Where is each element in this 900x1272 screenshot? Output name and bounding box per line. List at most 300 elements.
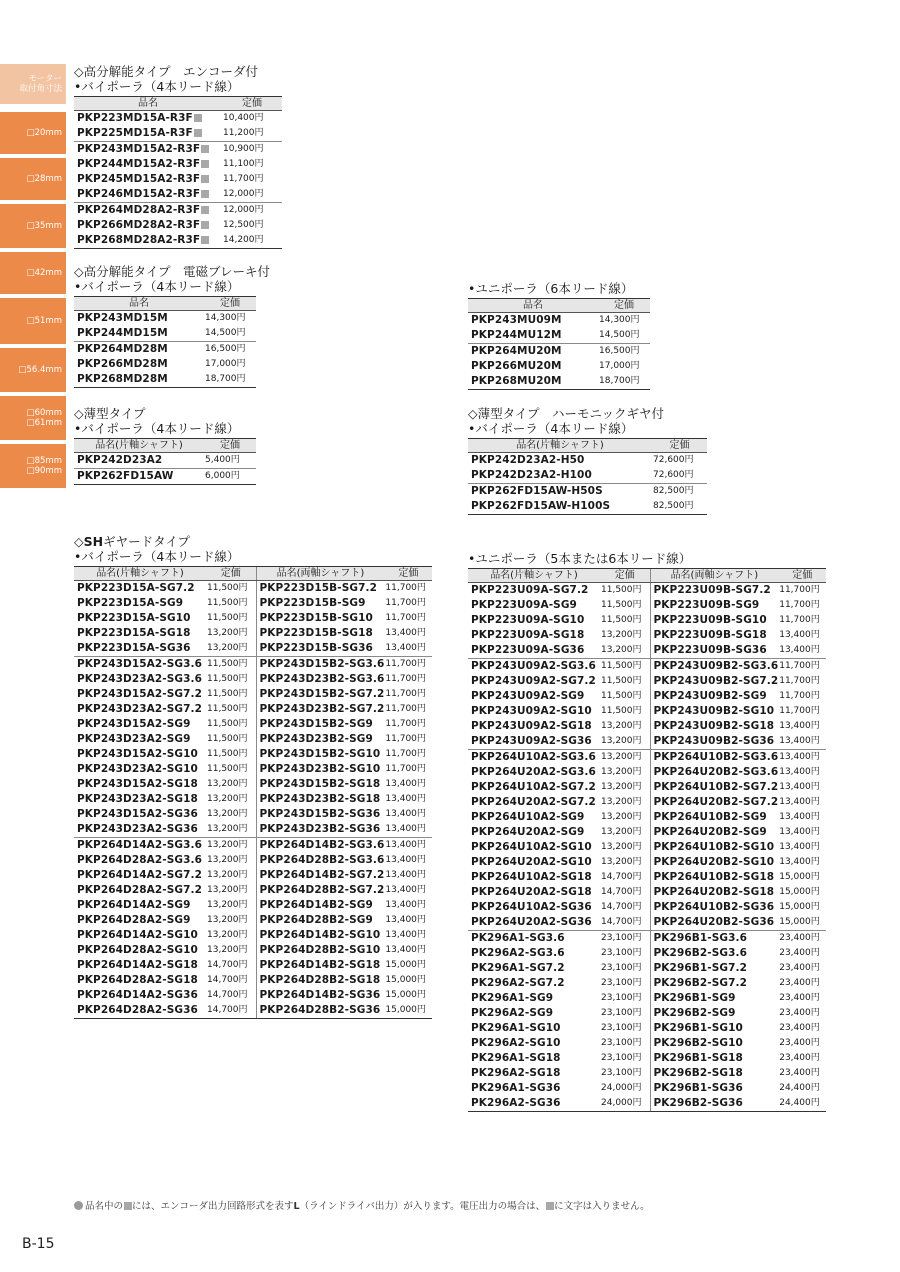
section-heading: ◇薄型タイプ ハーモニックギヤ付: [468, 406, 664, 421]
price-single: 13,200円: [601, 782, 642, 792]
section-brake-unipolar: [468, 281, 650, 390]
table-row: [74, 898, 432, 913]
product-name-double: PK296B2-SG10: [650, 1036, 778, 1051]
product-name-double: PKP264U20B2-SG9: [650, 825, 778, 840]
placeholder-square-icon: [201, 221, 209, 229]
table-row: [468, 374, 650, 390]
table-row: [74, 641, 432, 657]
product-name-double: PK296B2-SG36: [650, 1096, 778, 1112]
price-double: 13,400円: [779, 827, 820, 837]
product-name: PKP242D23A2-H100: [471, 469, 592, 481]
price-double: 13,400円: [779, 797, 820, 807]
footnote-part2: には、エンコーダ出力回路形式を表す: [132, 1201, 294, 1212]
sidebar-tab-header[interactable]: [0, 64, 66, 104]
price-cell: 16,500円: [204, 342, 256, 358]
price-double: 15,000円: [779, 872, 820, 882]
product-name-single: PKP243D23A2-SG9: [77, 733, 191, 745]
product-name: PKP268MU20M: [471, 375, 562, 387]
product-name-cell: [74, 111, 222, 127]
product-name-single: PK296A2-SG7.2: [471, 977, 565, 989]
product-name-double: PKP223U09B-SG7.2: [650, 583, 778, 599]
product-name-single: PKP223U09A-SG36: [471, 644, 585, 656]
product-name-double: PKP223D15B-SG10: [256, 611, 384, 626]
sidebar-tab-label: □28mm: [26, 174, 62, 184]
table-row: [468, 1066, 826, 1081]
table-row: [74, 126, 282, 142]
table-row: [74, 326, 256, 342]
price-single: 23,100円: [601, 1038, 642, 1048]
product-name-double: PKP243D23B2-SG7.2: [256, 702, 384, 717]
price-single: 11,500円: [207, 689, 248, 699]
section-heading: ◇薄型タイプ: [74, 406, 146, 421]
price-cell: 14,300円: [599, 315, 640, 325]
column-header-name-double: 品名(両軸シャフト): [650, 569, 778, 583]
table-row: [74, 943, 432, 958]
price-single: 14,700円: [601, 887, 642, 897]
product-name-double: PKP264U10B2-SG9: [650, 810, 778, 825]
section-thin: [74, 406, 256, 485]
product-name-single: PK296A1-SG7.2: [471, 962, 565, 974]
table-row: [74, 203, 282, 219]
price-single: 11,500円: [207, 598, 248, 608]
table-row: [468, 598, 826, 613]
product-name-single: PKP243D15A2-SG7.2: [77, 688, 203, 700]
section-sh-geared-bipolar: [74, 534, 432, 1019]
table-row: [74, 702, 432, 717]
product-name-cell: [74, 233, 222, 249]
product-name-double: PKP243D23B2-SG9: [256, 732, 384, 747]
sidebar-tab-60mm[interactable]: [0, 396, 66, 440]
table-row: [468, 674, 826, 689]
price-cell: 11,700円: [223, 174, 264, 184]
table-row: [74, 928, 432, 943]
table-row: [468, 840, 826, 855]
product-name: PKP242D23A2: [77, 454, 163, 466]
table-row: [74, 822, 432, 838]
product-name-double: PKP223D15B-SG18: [256, 626, 384, 641]
product-name-double: PKP243D23B2-SG18: [256, 792, 384, 807]
price-double: 13,400円: [385, 885, 426, 895]
price-double: 13,400円: [779, 630, 820, 640]
placeholder-square-icon: [201, 160, 209, 168]
section-subheading: •バイポーラ（4本リード線）: [468, 421, 634, 436]
price-cell: 11,100円: [223, 159, 264, 169]
price-table: [74, 96, 282, 249]
product-name-double: PKP264U20B2-SG10: [650, 855, 778, 870]
sidebar-tab-28mm[interactable]: [0, 158, 66, 200]
product-name-double: PK296B1-SG18: [650, 1051, 778, 1066]
price-double: 24,400円: [779, 1083, 820, 1093]
price-double: 23,400円: [779, 963, 820, 973]
product-name-single: PKP264U10A2-SG9: [471, 811, 585, 823]
price-cell: 82,500円: [652, 499, 707, 515]
price-single: 13,200円: [601, 736, 642, 746]
table-row: [74, 747, 432, 762]
product-name-cell: [74, 126, 222, 142]
product-name-double: PKP264D14B2-SG18: [256, 958, 384, 973]
table-row: [74, 868, 432, 883]
product-name-single: PKP264U10A2-SG10: [471, 841, 592, 853]
product-name: PKP268MD28M: [77, 373, 168, 385]
product-name-double: PK296B2-SG3.6: [650, 946, 778, 961]
price-double: 13,400円: [385, 628, 426, 638]
placeholder-square-icon: [194, 114, 202, 122]
table-row: [74, 973, 432, 988]
table-row: [468, 313, 650, 329]
price-double: 13,400円: [384, 838, 432, 854]
price-cell: 14,300円: [205, 313, 246, 323]
table-row: [74, 732, 432, 747]
product-name-cell: [468, 328, 598, 344]
placeholder-square-icon: [201, 190, 209, 198]
price-double: 11,700円: [385, 583, 426, 593]
product-name-single: PKP243D15A2-SG3.6: [74, 657, 206, 673]
column-header-name-single: 品名(片軸シャフト): [468, 569, 600, 583]
product-name-cell: [468, 359, 598, 374]
price-single: 13,200円: [207, 945, 248, 955]
table-row: [74, 777, 432, 792]
placeholder-square-icon: [201, 236, 209, 244]
price-single: 14,700円: [601, 872, 642, 882]
product-name-double: PKP243D15B2-SG18: [256, 777, 384, 792]
price-double: 13,400円: [779, 721, 820, 731]
price-single: 23,100円: [600, 931, 650, 947]
product-name-double: PKP243D15B2-SG9: [256, 717, 384, 732]
price-double: 13,400円: [385, 930, 426, 940]
product-name-cell: [468, 453, 652, 469]
price-double: 13,400円: [779, 767, 820, 777]
price-double: 11,700円: [779, 706, 820, 716]
sidebar-tab-label: □85mm: [26, 456, 62, 466]
placeholder-square-icon: [201, 175, 209, 183]
product-name-double: PKP223U09B-SG9: [650, 598, 778, 613]
price-cell: 12,500円: [223, 220, 264, 230]
column-header-name: 品名(片軸シャフト): [468, 439, 652, 453]
table-row: [468, 765, 826, 780]
table-row: [74, 233, 282, 249]
price-double: 13,400円: [385, 779, 426, 789]
placeholder-square-icon: [124, 1202, 132, 1210]
product-name-double: PKP264U20B2-SG36: [650, 915, 778, 931]
price-double: 11,700円: [385, 764, 426, 774]
price-cell: 72,600円: [653, 455, 694, 465]
price-table: [74, 296, 256, 388]
price-single: 11,500円: [206, 657, 256, 673]
price-double: 13,400円: [385, 855, 426, 865]
product-name-cell: [468, 344, 598, 360]
product-name-single: PKP264U10A2-SG7.2: [471, 781, 596, 793]
product-name: PKP246MD15A2-R3F: [77, 188, 201, 200]
price-single: 13,200円: [207, 809, 248, 819]
table-row: [468, 628, 826, 643]
price-cell: 82,500円: [652, 484, 707, 500]
sidebar-tab-56mm[interactable]: [0, 348, 66, 392]
table-row: [74, 142, 282, 158]
price-cell: 18,700円: [204, 372, 256, 388]
column-header-price: 定価: [778, 569, 826, 583]
footnote: [74, 1198, 650, 1212]
product-name-double: PKP243D23B2-SG10: [256, 762, 384, 777]
product-name-double: PKP243D15B2-SG10: [256, 747, 384, 762]
price-single: 11,500円: [207, 583, 248, 593]
price-single: 23,100円: [601, 978, 642, 988]
product-name-double: PKP264D14B2-SG7.2: [256, 868, 384, 883]
price-double: 13,400円: [385, 945, 426, 955]
product-name-double: PKP243U09B2-SG7.2: [650, 674, 778, 689]
table-row: [468, 704, 826, 719]
table-row: [468, 499, 707, 515]
product-name-single: PKP243D23A2-SG36: [77, 823, 198, 835]
product-name-single: PKP223U09A-SG18: [471, 629, 585, 641]
price-single: 24,000円: [601, 1083, 642, 1093]
table-row: [468, 810, 826, 825]
product-name-double: PKP264U20B2-SG18: [650, 885, 778, 900]
price-single: 13,200円: [601, 857, 642, 867]
table-row: [468, 1006, 826, 1021]
price-single: 23,100円: [601, 1068, 642, 1078]
table-row: [468, 359, 650, 374]
heading-rest: ギヤードタイプ: [103, 534, 190, 549]
product-name-double: PKP264D14B2-SG3.6: [256, 838, 384, 854]
price-double: 15,000円: [779, 902, 820, 912]
price-double: 13,400円: [385, 794, 426, 804]
column-header-name-double: 品名(両軸シャフト): [256, 567, 384, 581]
product-name-double: PKP223D15B-SG9: [256, 596, 384, 611]
table-row: [74, 657, 432, 673]
product-name-single: PKP223U09A-SG9: [471, 599, 577, 611]
price-double: 13,400円: [778, 750, 826, 766]
section-heading: ◇高分解能タイプ 電磁ブレーキ付: [74, 264, 270, 279]
price-cell: 6,000円: [204, 469, 256, 485]
sidebar-tab-35mm[interactable]: [0, 204, 66, 248]
page-number: B-15: [22, 1236, 55, 1252]
price-cell: 14,200円: [222, 233, 282, 249]
product-name-double: PKP264U10B2-SG18: [650, 870, 778, 885]
sidebar-tab-label: □20mm: [26, 128, 62, 138]
price-single: 14,700円: [207, 990, 248, 1000]
price-cell: 12,000円: [222, 203, 282, 219]
price-double: 15,000円: [779, 887, 820, 897]
table-row: [468, 583, 826, 599]
price-single: 13,200円: [601, 797, 642, 807]
table-row: [468, 885, 826, 900]
product-name-single: PKP223D15A-SG36: [77, 642, 191, 654]
product-name-double: PKP264U10B2-SG36: [650, 900, 778, 915]
price-double: 13,400円: [779, 842, 820, 852]
section-heading: [74, 534, 432, 549]
price-single: 11,500円: [207, 613, 248, 623]
price-single: 13,200円: [207, 900, 248, 910]
section-subheading: •ユニポーラ（5本または6本リード線）: [468, 551, 692, 566]
table-row: [74, 717, 432, 732]
product-name: PKP262FD15AW-H50S: [471, 485, 603, 497]
sidebar-tab-85mm[interactable]: [0, 444, 66, 488]
product-name-cell: [74, 218, 222, 233]
table-row: [468, 468, 707, 484]
product-name-single: PKP243D15A2-SG10: [77, 748, 198, 760]
sidebar-tab-label: □60mm: [26, 408, 62, 418]
column-header-name-single: 品名(片軸シャフト): [74, 567, 206, 581]
product-name-single: PKP223D15A-SG18: [77, 627, 191, 639]
price-double: 11,700円: [385, 749, 426, 759]
price-double: 23,400円: [779, 1008, 820, 1018]
price-cell: 11,200円: [223, 128, 264, 138]
table-row: [468, 1096, 826, 1112]
price-single: 23,100円: [601, 993, 642, 1003]
product-name-single: PK296A1-SG3.6: [468, 931, 600, 947]
price-single: 13,200円: [207, 915, 248, 925]
section-subheading: •バイポーラ（4本リード線）: [74, 421, 240, 436]
price-double: 11,700円: [779, 600, 820, 610]
table-row: [74, 792, 432, 807]
sidebar-tab-42mm[interactable]: [0, 252, 66, 294]
price-double: 11,700円: [779, 615, 820, 625]
product-name-double: PKP264U20B2-SG3.6: [650, 765, 778, 780]
price-single: 11,500円: [601, 676, 642, 686]
price-single: 11,500円: [601, 615, 642, 625]
product-name-single: PKP223D15A-SG10: [77, 612, 191, 624]
price-double: 11,700円: [385, 598, 426, 608]
footnote-bold-l: L: [293, 1201, 300, 1212]
price-double: 15,000円: [385, 990, 426, 1000]
price-double: 13,400円: [779, 645, 820, 655]
product-name-double: PK296B2-SG18: [650, 1066, 778, 1081]
price-double: 13,400円: [779, 857, 820, 867]
product-name-single: PKP243U09A2-SG7.2: [471, 675, 596, 687]
product-name: PKP264MD28A2-R3F: [77, 204, 201, 216]
table-row: [74, 453, 256, 469]
table-row: [74, 469, 256, 485]
column-header-name: 品名(片軸シャフト): [74, 439, 204, 453]
placeholder-square-icon: [201, 145, 209, 153]
table-row: [468, 870, 826, 885]
price-table: [74, 566, 432, 1019]
product-name-single: PK296A1-SG18: [471, 1052, 561, 1064]
price-single: 14,700円: [206, 1003, 256, 1019]
table-row: [468, 1021, 826, 1036]
product-name-cell: [74, 142, 222, 158]
price-cell: 17,000円: [599, 361, 640, 371]
price-single: 13,200円: [207, 779, 248, 789]
price-single: 11,500円: [207, 704, 248, 714]
price-single: 14,700円: [207, 975, 248, 985]
product-name-single: PK296A2-SG10: [471, 1037, 561, 1049]
table-row: [74, 372, 256, 388]
price-single: 23,100円: [601, 1053, 642, 1063]
column-header-price: 定価: [652, 439, 707, 453]
table-row: [74, 218, 282, 233]
price-double: 11,700円: [384, 657, 432, 673]
price-double: 11,700円: [779, 691, 820, 701]
product-name-double: PKP264D28B2-SG10: [256, 943, 384, 958]
placeholder-square-icon: [201, 206, 209, 214]
product-name-single: PKP264U20A2-SG7.2: [471, 796, 596, 808]
price-double: 23,400円: [779, 1038, 820, 1048]
table-row: [468, 750, 826, 766]
table-row: [74, 883, 432, 898]
table-row: [468, 931, 826, 947]
price-single: 23,100円: [601, 1008, 642, 1018]
product-name: PKP266MD28M: [77, 358, 168, 370]
sidebar-tab-51mm[interactable]: [0, 298, 66, 344]
product-name-single: PKP243D23A2-SG18: [77, 793, 198, 805]
section-encoder: [74, 64, 282, 249]
product-name-double: PKP243D15B2-SG7.2: [256, 687, 384, 702]
price-table: [468, 298, 650, 390]
product-name-single: PKP243U09A2-SG9: [471, 690, 585, 702]
table-row: [74, 342, 256, 358]
product-name-single: PKP264U20A2-SG9: [471, 826, 585, 838]
product-name-double: PKP243D15B2-SG36: [256, 807, 384, 822]
sidebar-tab-20mm[interactable]: [0, 112, 66, 154]
product-name-single: PKP243D15A2-SG18: [77, 778, 198, 790]
product-name: PKP243MD15A2-R3F: [77, 143, 201, 155]
product-name-single: PKP223U09A-SG10: [471, 614, 585, 626]
product-name: PKP266MU20M: [471, 360, 562, 372]
column-header-name: 品名: [74, 297, 204, 311]
price-double: 23,400円: [779, 1053, 820, 1063]
product-name-double: PKP243D15B2-SG3.6: [256, 657, 384, 673]
placeholder-square-icon: [546, 1202, 554, 1210]
table-row: [468, 613, 826, 628]
table-row: [74, 111, 282, 127]
product-name-double: PKP243U09B2-SG9: [650, 689, 778, 704]
heading-bold: SH: [83, 534, 104, 549]
bullet-icon: [74, 1201, 83, 1210]
product-name-single: PKP243U09A2-SG18: [471, 720, 592, 732]
price-double: 11,700円: [385, 689, 426, 699]
table-row: [74, 596, 432, 611]
price-cell: 5,400円: [205, 455, 240, 465]
product-name-cell: [74, 157, 222, 172]
table-row: [468, 1051, 826, 1066]
column-header-price: 定価: [204, 439, 256, 453]
product-name: PKP243MD15M: [77, 312, 168, 324]
product-name-single: PK296A2-SG36: [468, 1096, 600, 1112]
price-double: 23,400円: [779, 993, 820, 1003]
product-name-single: PKP264D28A2-SG18: [77, 974, 198, 986]
product-name-cell: [74, 372, 204, 388]
table-row: [74, 762, 432, 777]
product-name-cell: [74, 172, 222, 187]
product-name-cell: [468, 374, 598, 390]
product-name-double: PKP264D28B2-SG3.6: [256, 853, 384, 868]
product-name-single: PKP264D28A2-SG3.6: [77, 854, 203, 866]
price-cell: 16,500円: [598, 344, 650, 360]
section-heading: ◇高分解能タイプ エンコーダ付: [74, 64, 258, 79]
product-name-double: PKP223U09B-SG36: [650, 643, 778, 659]
price-single: 13,200円: [207, 628, 248, 638]
column-header-price: 定価: [384, 567, 432, 581]
price-single: 13,200円: [601, 827, 642, 837]
table-row: [468, 659, 826, 675]
table-row: [74, 853, 432, 868]
price-double: 11,700円: [779, 676, 820, 686]
section-subheading: •バイポーラ（4本リード線）: [74, 79, 240, 94]
price-table: [74, 438, 256, 485]
product-name-double: PK296B1-SG7.2: [650, 961, 778, 976]
table-row: [74, 157, 282, 172]
product-name: PKP244MD15A2-R3F: [77, 158, 201, 170]
product-name-double: PK296B2-SG9: [650, 1006, 778, 1021]
product-name-single: PKP264U20A2-SG36: [471, 916, 592, 928]
price-double: 13,400円: [779, 736, 820, 746]
price-single: 13,200円: [207, 824, 248, 834]
sidebar-tab-label: □51mm: [26, 316, 62, 326]
product-name-double: PK296B1-SG3.6: [650, 931, 778, 947]
price-single: 13,200円: [207, 794, 248, 804]
price-single: 11,500円: [601, 600, 642, 610]
